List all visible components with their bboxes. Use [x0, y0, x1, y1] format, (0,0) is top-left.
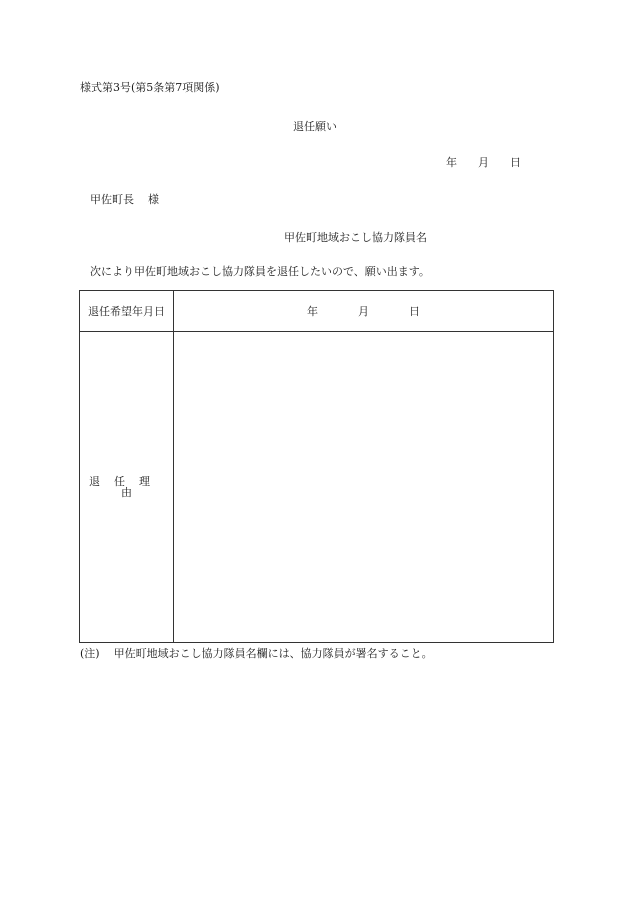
reason-label-cell [80, 332, 174, 643]
addressee-honorific: 様 [148, 193, 159, 206]
desired-date-day: 日 [409, 304, 420, 318]
reason-label: 退任理由 [89, 475, 164, 499]
document-title: 退任願い [293, 120, 337, 133]
desired-date-field[interactable] [174, 291, 554, 332]
form-number: 様式第3号(第5条第7項関係) [80, 81, 220, 94]
intro-text: 次により甲佐町地域おこし協力隊員を退任したいので、願い出ます。 [90, 265, 430, 278]
desired-date-year: 年 [307, 304, 318, 318]
table-row-desired-date [80, 291, 554, 332]
addressee-name: 甲佐町長 [90, 193, 134, 206]
desired-date-month: 月 [358, 304, 369, 318]
date-month-label: 月 [478, 156, 489, 169]
member-name-label: 甲佐町地域おこし協力隊員名 [284, 231, 427, 244]
submission-date [446, 157, 521, 168]
footnote-text: 甲佐町地域おこし協力隊員名欄には、協力隊員が署名すること。 [113, 647, 433, 660]
footnote-prefix: (注) [80, 647, 100, 660]
date-day-label: 日 [510, 156, 521, 169]
reason-field[interactable] [174, 332, 554, 643]
retirement-form-table [79, 290, 554, 643]
footnote [80, 648, 433, 659]
date-year-label: 年 [446, 156, 457, 169]
table-row-reason [80, 332, 554, 643]
addressee [90, 194, 159, 205]
desired-date-label: 退任希望年月日 [80, 291, 174, 332]
